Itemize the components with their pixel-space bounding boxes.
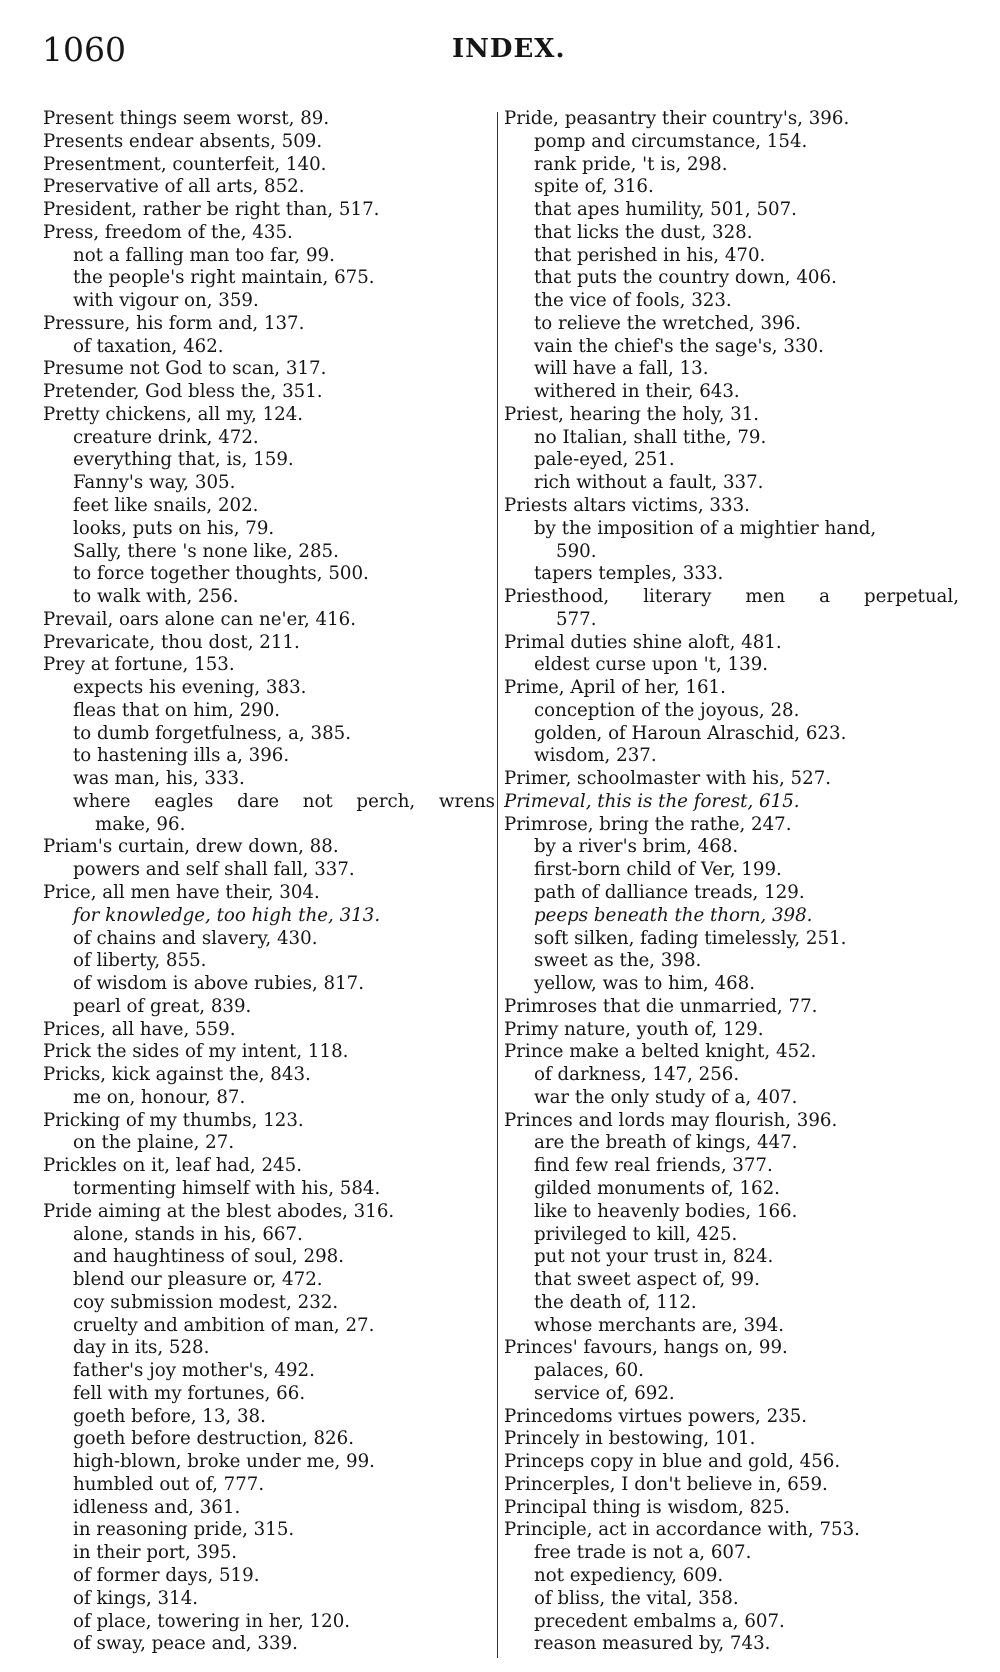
index-subentry: peeps beneath the thorn, 398. — [534, 904, 813, 926]
index-subentry: vain the chief's the sage's, 330. — [534, 335, 824, 357]
index-subentry: that puts the country down, 406. — [534, 267, 837, 289]
index-subentry: to walk with, 256. — [73, 586, 239, 608]
index-entry: Prevail, oars alone can ne'er, 416. — [43, 608, 356, 630]
index-subentry: privileged to kill, 425. — [534, 1223, 738, 1245]
index-subentry: not a falling man too far, 99. — [73, 244, 335, 266]
index-subentry: the vice of fools, 323. — [534, 290, 732, 312]
index-entry: Priests altars victims, 333. — [504, 495, 750, 517]
index-subentry: rich without a fault, 337. — [534, 472, 764, 494]
index-entry: Primrose, bring the rathe, 247. — [504, 813, 792, 835]
index-subentry: on the plaine, 27. — [73, 1132, 235, 1154]
index-subentry: tormenting himself with his, 584. — [73, 1177, 381, 1199]
index-subentry: pomp and circumstance, 154. — [534, 130, 808, 152]
index-entry: Price, all men have their, 304. — [43, 882, 320, 904]
index-entry: Preservative of all arts, 852. — [43, 176, 305, 198]
index-entry: Primer, schoolmaster with his, 527. — [504, 768, 832, 790]
index-subentry: that licks the dust, 328. — [534, 221, 753, 243]
index-subentry: of sway, peace and, 339. — [73, 1633, 298, 1655]
index-column-left — [43, 108, 495, 1656]
index-entry: Primroses that die unmarried, 77. — [504, 995, 818, 1017]
index-entry: Press, freedom of the, 435. — [43, 221, 293, 243]
index-subentry: 590. — [556, 540, 597, 562]
index-subentry: to relieve the wretched, 396. — [534, 312, 801, 334]
index-subentry: eldest curse upon 't, 139. — [534, 654, 769, 676]
index-entry: Pretender, God bless the, 351. — [43, 381, 323, 403]
index-subentry: of liberty, 855. — [73, 950, 207, 972]
index-entry: Prey at fortune, 153. — [43, 654, 235, 676]
index-subentry: gilded monuments of, 162. — [534, 1177, 780, 1199]
index-entry: Prick the sides of my intent, 118. — [43, 1041, 349, 1063]
index-entry: Princes and lords may flourish, 396. — [504, 1109, 838, 1131]
index-entry: Princedoms virtues powers, 235. — [504, 1405, 808, 1427]
index-subentry: golden, of Haroun Alraschid, 623. — [534, 722, 847, 744]
index-entry: Principal thing is wisdom, 825. — [504, 1496, 791, 1518]
index-subentry: expects his evening, 383. — [73, 677, 307, 699]
index-subentry: fell with my fortunes, 66. — [73, 1382, 306, 1404]
index-subentry: goeth before destruction, 826. — [73, 1428, 354, 1450]
index-subentry: to force together thoughts, 500. — [73, 563, 369, 585]
index-subentry: of former days, 519. — [73, 1564, 260, 1586]
index-entry: Prices, all have, 559. — [43, 1018, 236, 1040]
index-subentry: alone, stands in his, 667. — [73, 1223, 303, 1245]
index-entry: Princerples, I don't believe in, 659. — [504, 1473, 828, 1495]
index-entry: Princely in bestowing, 101. — [504, 1428, 756, 1450]
index-subentry: of wisdom is above rubies, 817. — [73, 973, 365, 995]
index-entry: Priest, hearing the holy, 31. — [504, 403, 760, 425]
index-entry: Presentment, counterfeit, 140. — [43, 153, 327, 175]
index-subentry: soft silken, fading timelessly, 251. — [534, 927, 847, 949]
index-entry: Prevaricate, thou dost, 211. — [43, 631, 300, 653]
index-subentry: powers and self shall fall, 337. — [73, 859, 355, 881]
index-subentry: withered in their, 643. — [534, 381, 740, 403]
index-subentry: of chains and slavery, 430. — [73, 927, 318, 949]
index-subentry: rank pride, 't is, 298. — [534, 153, 728, 175]
index-entry: Present things seem worst, 89. — [43, 108, 330, 129]
index-subentry: Sally, there 's none like, 285. — [73, 540, 339, 562]
index-subentry: pearl of great, 839. — [73, 995, 252, 1017]
page-header — [42, 30, 962, 80]
index-entry: Pride, peasantry their country's, 396. — [504, 108, 850, 129]
index-subentry: creature drink, 472. — [73, 426, 259, 448]
index-subentry: first-born child of Ver, 199. — [534, 859, 782, 881]
index-entry: Prime, April of her, 161. — [504, 677, 726, 699]
index-subentry: for knowledge, too high the, 313. — [73, 904, 381, 926]
index-column-right — [504, 108, 959, 1656]
index-entry: Primal duties shine aloft, 481. — [504, 631, 782, 653]
index-entry: Princes' favours, hangs on, 99. — [504, 1337, 788, 1359]
index-entry: Priam's curtain, drew down, 88. — [43, 836, 339, 858]
index-subentry: pale-eyed, 251. — [534, 449, 675, 471]
index-entry: Prince make a belted knight, 452. — [504, 1041, 817, 1063]
index-subentry: cruelty and ambition of man, 27. — [73, 1314, 375, 1336]
index-subentry: like to heavenly bodies, 166. — [534, 1200, 798, 1222]
index-subentry: path of dalliance treads, 129. — [534, 882, 805, 904]
index-subentry: the people's right maintain, 675. — [73, 267, 375, 289]
index-subentry: no Italian, shall tithe, 79. — [534, 426, 767, 448]
index-subentry: humbled out of, 777. — [73, 1473, 265, 1495]
index-subentry: reason measured by, 743. — [534, 1633, 771, 1655]
index-subentry: make, 96. — [95, 813, 186, 835]
index-entry: Pride aiming at the blest abodes, 316. — [43, 1200, 395, 1222]
index-subentry: not expediency, 609. — [534, 1564, 724, 1586]
page-number: 1060 — [42, 30, 126, 69]
index-subentry: tapers temples, 333. — [534, 563, 724, 585]
index-subentry: in reasoning pride, 315. — [73, 1519, 295, 1541]
index-subentry: blend our pleasure or, 472. — [73, 1269, 323, 1291]
index-subentry: put not your trust in, 824. — [534, 1246, 774, 1268]
index-subentry: of darkness, 147, 256. — [534, 1064, 740, 1086]
index-subentry: everything that, is, 159. — [73, 449, 294, 471]
index-subentry: idleness and, 361. — [73, 1496, 241, 1518]
index-entry: Primy nature, youth of, 129. — [504, 1018, 764, 1040]
index-subentry: fleas that on him, 290. — [73, 699, 281, 721]
index-subentry: free trade is not a, 607. — [534, 1542, 752, 1564]
index-subentry: to dumb forgetfulness, a, 385. — [73, 722, 352, 744]
index-subentry: day in its, 528. — [73, 1337, 210, 1359]
index-subentry: war the only study of a, 407. — [534, 1086, 798, 1108]
index-subentry: father's joy mother's, 492. — [73, 1360, 315, 1382]
index-subentry: of bliss, the vital, 358. — [534, 1587, 739, 1609]
page-title: INDEX. — [452, 34, 566, 64]
index-subentry: wisdom, 237. — [534, 745, 657, 767]
index-subentry: yellow, was to him, 468. — [534, 973, 755, 995]
index-subentry: that sweet aspect of, 99. — [534, 1269, 760, 1291]
index-subentry: was man, his, 333. — [73, 768, 245, 790]
index-subentry: are the breath of kings, 447. — [534, 1132, 798, 1154]
index-subentry: that apes humility, 501, 507. — [534, 199, 797, 221]
index-subentry: service of, 692. — [534, 1382, 675, 1404]
index-entry: Priesthood, literary men a perpetual, — [504, 586, 959, 608]
index-subentry: me on, honour, 87. — [73, 1086, 246, 1108]
index-subentry: and haughtiness of soul, 298. — [73, 1246, 344, 1268]
column-divider — [497, 112, 498, 1658]
index-entry: Presume not God to scan, 317. — [43, 358, 327, 380]
index-subentry: in their port, 395. — [73, 1542, 238, 1564]
index-entry: President, rather be right than, 517. — [43, 199, 380, 221]
index-subentry: to hastening ills a, 396. — [73, 745, 290, 767]
index-subentry: by a river's brim, 468. — [534, 836, 739, 858]
index-subentry: whose merchants are, 394. — [534, 1314, 785, 1336]
index-entry: Pricks, kick against the, 843. — [43, 1064, 311, 1086]
index-subentry: where eagles dare not perch, wrens — [73, 790, 495, 812]
index-subentry: high-blown, broke under me, 99. — [73, 1451, 375, 1473]
index-subentry: 577. — [556, 608, 597, 630]
index-entry: Primeval, this is the forest, 615. — [504, 790, 800, 812]
index-subentry: of kings, 314. — [73, 1587, 199, 1609]
index-subentry: feet like snails, 202. — [73, 495, 259, 517]
index-subentry: precedent embalms a, 607. — [534, 1610, 785, 1632]
index-subentry: of place, towering in her, 120. — [73, 1610, 351, 1632]
index-subentry: the death of, 112. — [534, 1291, 697, 1313]
index-subentry: spite of, 316. — [534, 176, 654, 198]
index-entry: Pricking of my thumbs, 123. — [43, 1109, 304, 1131]
index-subentry: find few real friends, 377. — [534, 1155, 773, 1177]
index-subentry: looks, puts on his, 79. — [73, 517, 275, 539]
index-subentry: goeth before, 13, 38. — [73, 1405, 266, 1427]
index-subentry: with vigour on, 359. — [73, 290, 259, 312]
index-subentry: by the imposition of a mightier hand, — [534, 517, 877, 539]
index-entry: Pressure, his form and, 137. — [43, 312, 305, 334]
index-subentry: of taxation, 462. — [73, 335, 224, 357]
index-entry: Pretty chickens, all my, 124. — [43, 403, 304, 425]
index-subentry: conception of the joyous, 28. — [534, 699, 800, 721]
index-entry: Princeps copy in blue and gold, 456. — [504, 1451, 841, 1473]
index-entry: Prickles on it, leaf had, 245. — [43, 1155, 302, 1177]
index-subentry: Fanny's way, 305. — [73, 472, 236, 494]
index-entry: Presents endear absents, 509. — [43, 130, 323, 152]
index-subentry: sweet as the, 398. — [534, 950, 702, 972]
index-subentry: coy submission modest, 232. — [73, 1291, 339, 1313]
index-subentry: palaces, 60. — [534, 1360, 644, 1382]
index-subentry: that perished in his, 470. — [534, 244, 766, 266]
index-subentry: will have a fall, 13. — [534, 358, 709, 380]
index-entry: Principle, act in accordance with, 753. — [504, 1519, 860, 1541]
